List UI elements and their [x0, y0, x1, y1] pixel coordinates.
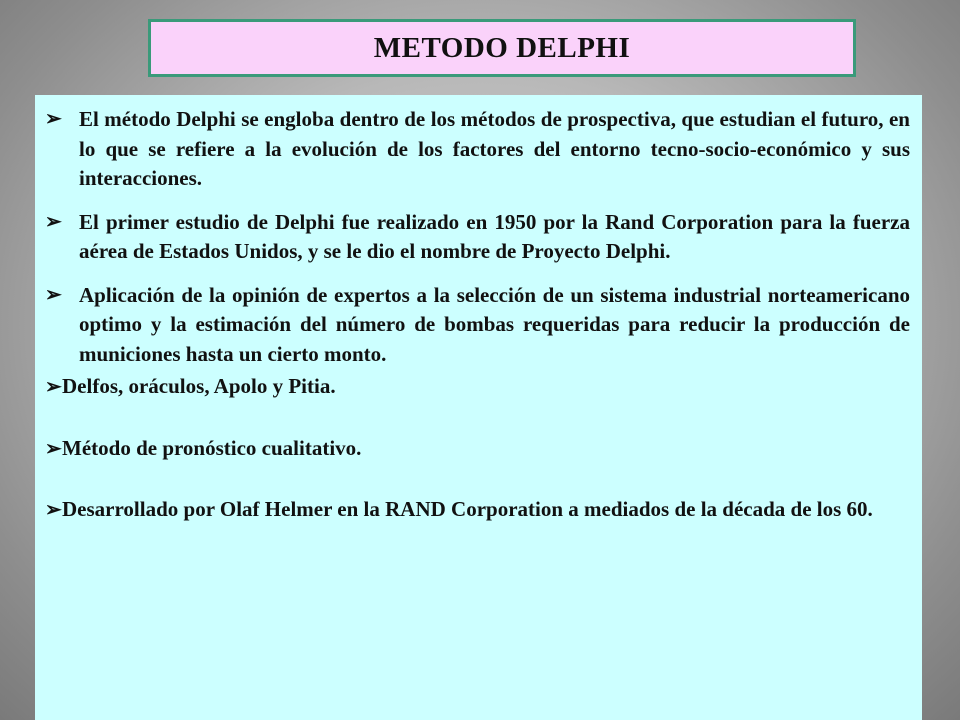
short-bullet-item	[45, 434, 910, 465]
bullet-text: Aplicación de la opinión de expertos a la selección de un sistema industrial norteamericano optimo y la estimación del número de bombas requeridas para reducir la producción de municiones hasta un cierto monto.	[79, 282, 910, 366]
arrow-bullet-icon: ➢	[45, 437, 62, 460]
content-box	[35, 95, 922, 720]
slide-title: METODO DELPHI	[373, 31, 631, 64]
bullet-item	[45, 281, 910, 370]
bullet-item	[45, 105, 910, 194]
arrow-bullet-icon: ➢	[45, 210, 62, 233]
bullet-text: El método Delphi se engloba dentro de los métodos de prospectiva, que estudian el futuro, en lo que se refiere a la evolución de los factores del entorno tecno-socio-económico y sus interacciones.	[79, 107, 910, 190]
arrow-bullet-icon: ➢	[45, 499, 62, 521]
short-bullet-text: Desarrollado por Olaf Helmer en la RAND Corporation a mediados de la década de los 60.	[62, 497, 873, 521]
short-bullet-item	[45, 372, 910, 403]
short-bullet-text: Método de pronóstico cualitativo.	[62, 435, 362, 460]
title-box	[148, 19, 856, 77]
short-bullet-item	[45, 495, 910, 526]
arrow-bullet-icon: ➢	[45, 376, 62, 398]
bullet-item	[45, 208, 910, 267]
bullet-text: El primer estudio de Delphi fue realizado en 1950 por la Rand Corporation para la fuerza aérea de Estados Unidos, y se le dio el nombre de Proyecto Delphi.	[79, 209, 910, 263]
arrow-bullet-icon: ➢	[45, 283, 62, 306]
arrow-bullet-icon: ➢	[45, 108, 62, 130]
short-bullet-text: Delfos, oráculos, Apolo y Pitia.	[62, 374, 336, 398]
